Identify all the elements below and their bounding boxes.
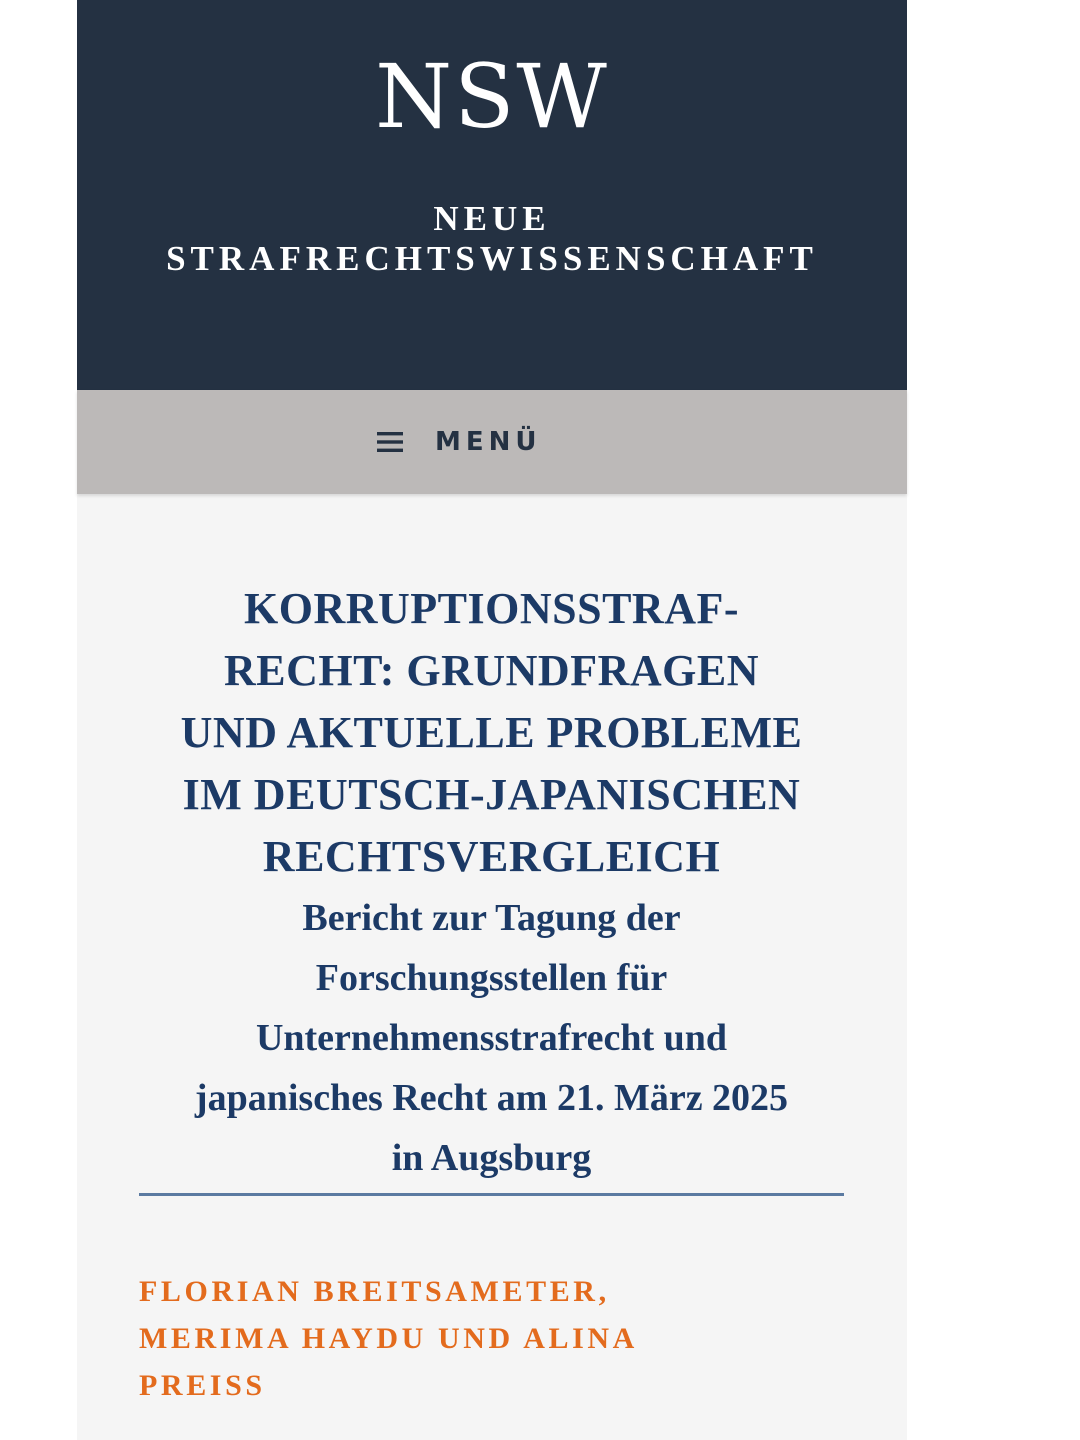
- site-logo[interactable]: NSW: [375, 45, 609, 148]
- page: [77, 0, 907, 1440]
- article-title-line: IM DEUTSCH-JAPANISCHEN: [182, 770, 801, 819]
- title-divider: [139, 1193, 844, 1196]
- author-line: MERIMA HAYDU UND ALINA: [139, 1322, 638, 1355]
- article-subtitle-line: Bericht zur Tagung der: [302, 897, 681, 939]
- menu-toggle-button[interactable]: [377, 422, 542, 462]
- site-name-line-1: NEUE: [433, 199, 551, 238]
- site-name[interactable]: [77, 199, 907, 279]
- author-line: PREISS: [139, 1369, 266, 1402]
- article-authors: [139, 1268, 844, 1409]
- article-subtitle-line: in Augsburg: [391, 1137, 592, 1179]
- article-heading: [139, 578, 844, 1188]
- site-name-line-2: STRAFRECHTSWISSENSCHAFT: [166, 239, 818, 278]
- article-title-line: UND AKTUELLE PROBLEME: [180, 708, 803, 757]
- article-subtitle-line: Unternehmensstrafrecht und: [255, 1017, 728, 1059]
- article-subtitle: [139, 888, 844, 1188]
- hamburger-menu-icon: [377, 431, 403, 453]
- article-title: [139, 578, 844, 888]
- site-header: [77, 0, 907, 390]
- article-title-line: KORRUPTIONSSTRAF-: [244, 584, 739, 633]
- menu-label: MENÜ: [435, 427, 542, 457]
- article-title-line: RECHTSVERGLEICH: [262, 832, 721, 881]
- article-subtitle-line: japanisches Recht am 21. März 2025: [194, 1077, 789, 1119]
- author-line: FLORIAN BREITSAMETER,: [139, 1275, 610, 1308]
- article-title-line: RECHT: GRUNDFRAGEN: [224, 646, 759, 695]
- article-subtitle-line: Forschungsstellen für: [315, 957, 668, 999]
